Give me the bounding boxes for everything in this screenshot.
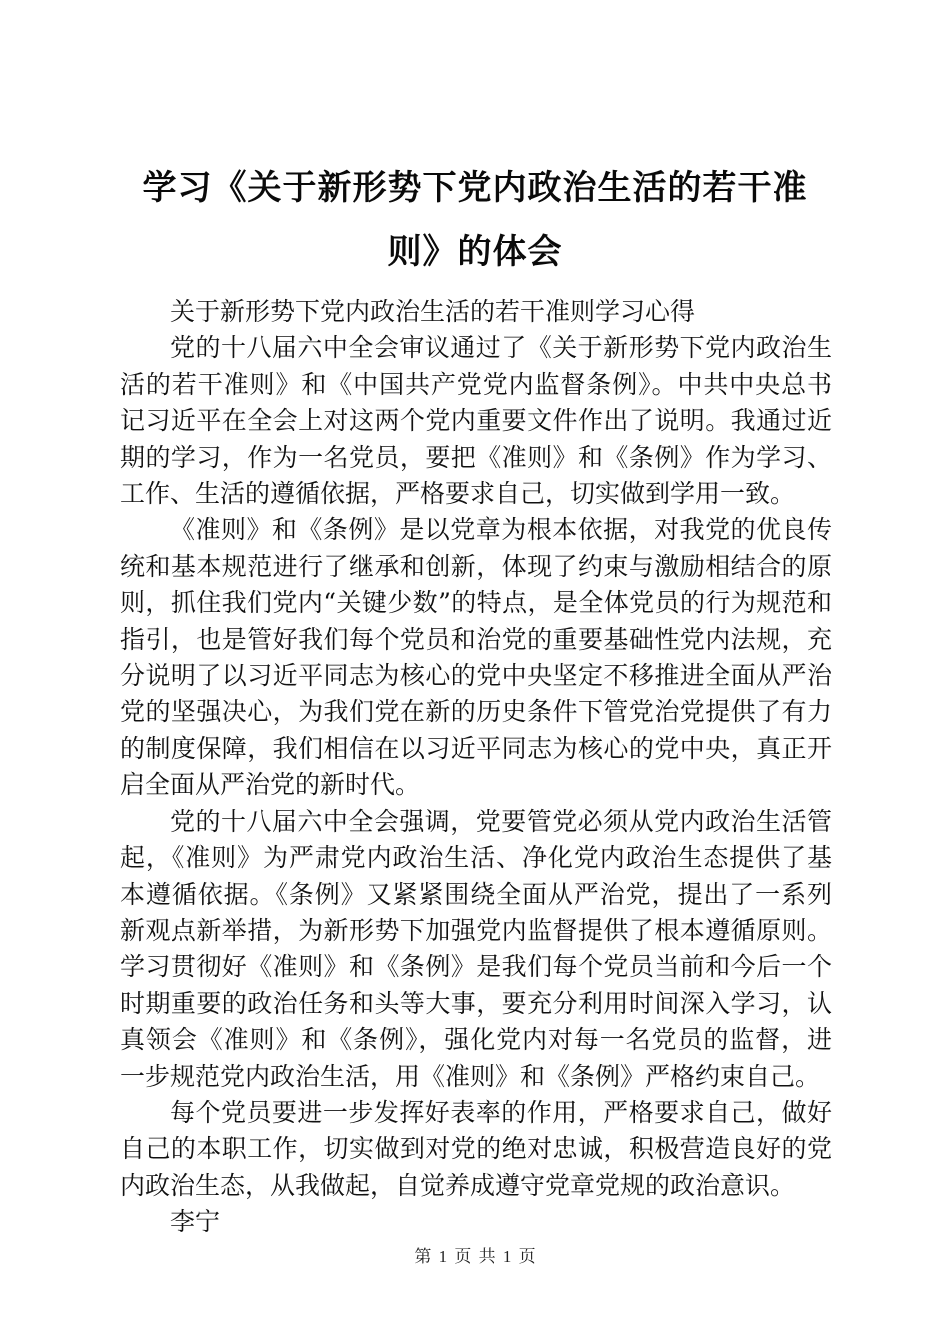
document-title <box>120 156 830 284</box>
title-line-2: 则》的体会 <box>387 232 563 272</box>
body-paragraph: 党的十八届六中全会审议通过了《关于新形势下党内政治生活的若干准则》和《中国共产党党内监督条例》。中共中央总书记习近平在全会上对这两个党内重要文件作出了说明。我通过近期的学习，作为一名党员，要把《准则》和《条例》作为学习、工作、生活的遵循依据，严格要求自己，切实做到学用一致。 <box>120 333 832 509</box>
body-paragraph: 《准则》和《条例》是以党章为根本依据，对我党的优良传统和基本规范进行了继承和创新，体现了约束与激励相结合的原则，抓住我们党内“关键少数”的特点，是全体党员的行为规范和指引，也是管好我们每个党员和治党的重要基础性党内法规，充分说明了以习近平同志为核心的党中央坚定不移推进全面从严治党的坚强决心，为我们党在新的历史条件下管党治党提供了有力的制度保障，我们相信在以习近平同志为核心的党中央，真正开启全面从严治党的新时代。 <box>120 515 832 800</box>
body-paragraph: 每个党员要进一步发挥好表率的作用，严格要求自己，做好自己的本职工作，切实做到对党的绝对忠诚，积极营造良好的党内政治生态，从我做起，自觉养成遵守党章党规的政治意识。 <box>120 1097 832 1200</box>
author-signature: 李宁 <box>170 1207 221 1237</box>
document-body <box>120 294 832 1241</box>
title-line-1: 学习《关于新形势下党内政治生活的若干准 <box>142 168 808 208</box>
page-number-footer: 第 1 页 共 1 页 <box>414 1247 536 1266</box>
subtitle-paragraph: 关于新形势下党内政治生活的若干准则学习心得 <box>170 297 696 326</box>
body-paragraph: 党的十八届六中全会强调，党要管党必须从党内政治生活管起，《准则》为严肃党内政治生活、净化党内政治生态提供了基本遵循依据。《条例》又紧紧围绕全面从严治党，提出了一系列新观点新举措，为新形势下加强党内监督提供了根本遵循原则。学习贯彻好《准则》和《条例》是我们每个党员当前和今后一个时期重要的政治任务和头等大事，要充分利用时间深入学习，认真领会《准则》和《条例》，强化党内对每一名党员的监督，进一步规范党内政治生活，用《准则》和《条例》严格约束自己。 <box>120 806 832 1091</box>
